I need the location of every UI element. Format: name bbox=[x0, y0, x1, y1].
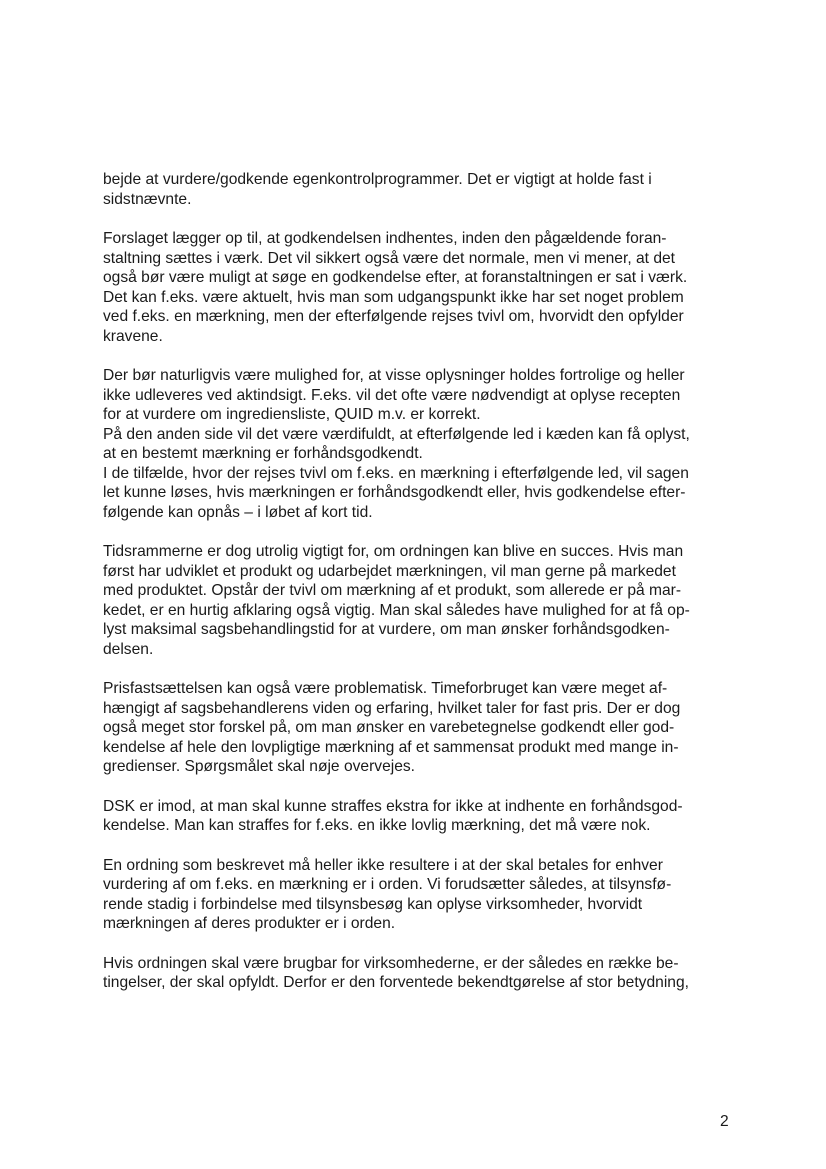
text-line: for at vurdere om ingrediensliste, QUID m.v. er korrekt. bbox=[103, 406, 481, 423]
text-line: I de tilfælde, hvor der rejses tvivl om f.eks. en mærkning i efterfølgende led, vil sagen bbox=[103, 464, 689, 482]
body-text bbox=[103, 170, 743, 1013]
text-line: lyst maksimal sagsbehandlingstid for at vurdere, om man ønsker forhåndsgodken- bbox=[103, 621, 670, 638]
text-line: ved f.eks. en mærkning, men der efterfølgende rejses tvivl om, hvorvidt den opfylder bbox=[103, 308, 684, 325]
paragraph bbox=[103, 797, 743, 836]
text-line: Prisfastsættelsen kan også være problematisk. Timeforbruget kan være meget af- bbox=[103, 680, 668, 697]
page-number: 2 bbox=[720, 1113, 729, 1130]
text-line: let kunne løses, hvis mærkningen er forhåndsgodkendt eller, hvis godkendelse efter- bbox=[103, 484, 686, 501]
text-line: Der bør naturligvis være mulighed for, at visse oplysninger holdes fortrolige og heller bbox=[103, 367, 685, 384]
text-line: staltning sættes i værk. Det vil sikkert også være det normale, men vi mener, at det bbox=[103, 249, 675, 267]
text-line: følgende kan opnås – i løbet af kort tid. bbox=[103, 503, 373, 521]
text-line: sidstnævnte. bbox=[103, 190, 192, 208]
text-line: tingelser, der skal opfyldt. Derfor er den forventede bekendtgørelse af stor betydning, bbox=[103, 974, 689, 991]
text-line: ikke udleveres ved aktindsigt. F.eks. vil det ofte være nødvendigt at oplyse recepten bbox=[103, 386, 681, 404]
text-line: På den anden side vil det være værdifuldt, at efterfølgende led i kæden kan få oplyst, bbox=[103, 425, 690, 443]
text-line: mærkningen af deres produkter er i orden. bbox=[103, 915, 396, 932]
text-line: med produktet. Opstår der tvivl om mærkning af et produkt, som allerede er på mar- bbox=[103, 582, 682, 599]
paragraph bbox=[103, 229, 743, 346]
text-line: rende stadig i forbindelse med tilsynsbesøg kan oplyse virksomheder, hvorvidt bbox=[103, 895, 643, 913]
paragraph bbox=[103, 366, 743, 522]
text-line: kedet, er en hurtig afklaring også vigtig. Man skal således have mulighed for at få op- bbox=[103, 601, 690, 619]
text-line: DSK er imod, at man skal kunne straffes ekstra for ikke at indhente en forhåndsgod- bbox=[103, 797, 683, 815]
text-line: Det kan f.eks. være aktuelt, hvis man som udgangspunkt ikke har set noget problem bbox=[103, 288, 684, 306]
text-line: kendelse. Man kan straffes for f.eks. en ikke lovlig mærkning, det må være nok. bbox=[103, 817, 651, 834]
text-line: Forslaget lægger op til, at godkendelsen indhentes, inden den pågældende foran- bbox=[103, 230, 667, 247]
paragraph bbox=[103, 679, 743, 777]
paragraph bbox=[103, 170, 743, 209]
text-line: kendelse af hele den lovpligtige mærkning af et sammensat produkt med mange in- bbox=[103, 738, 679, 756]
text-line: også meget stor forskel på, om man ønsker en varebetegnelse godkendt eller god- bbox=[103, 719, 675, 736]
text-line: kravene. bbox=[103, 327, 163, 345]
text-line: vurdering af om f.eks. en mærkning er i orden. Vi forudsætter således, at tilsynsfø- bbox=[103, 876, 672, 893]
text-line: først har udviklet et produkt og udarbejdet mærkningen, vil man gerne på markedet bbox=[103, 562, 676, 580]
text-line: også bør være muligt at søge en godkendelse efter, at foranstaltningen er sat i værk. bbox=[103, 269, 688, 286]
text-line: hængigt af sagsbehandlerens viden og erfaring, hvilket taler for fast pris. Der er dog bbox=[103, 699, 681, 717]
text-line: Tidsrammerne er dog utrolig vigtigt for, om ordningen kan blive en succes. Hvis man bbox=[103, 543, 684, 560]
text-line: En ordning som beskrevet må heller ikke resultere i at der skal betales for enhver bbox=[103, 856, 663, 874]
paragraph bbox=[103, 856, 743, 934]
text-line: delsen. bbox=[103, 640, 154, 658]
paragraph bbox=[103, 542, 743, 659]
text-line: bejde at vurdere/godkende egenkontrolprogrammer. Det er vigtigt at holde fast i bbox=[103, 171, 652, 188]
text-line: Hvis ordningen skal være brugbar for virksomhederne, er der således en række be- bbox=[103, 954, 679, 972]
paragraph bbox=[103, 954, 743, 993]
text-line: gredienser. Spørgsmålet skal nøje overvejes. bbox=[103, 758, 416, 775]
text-line: at en bestemt mærkning er forhåndsgodkendt. bbox=[103, 445, 423, 462]
